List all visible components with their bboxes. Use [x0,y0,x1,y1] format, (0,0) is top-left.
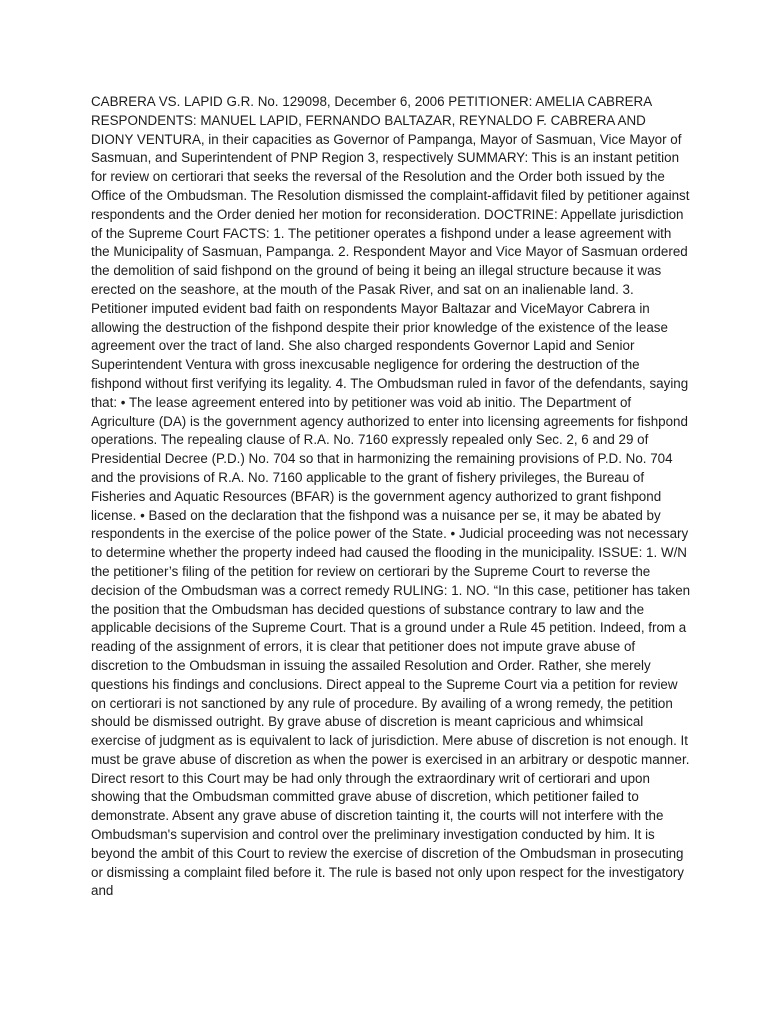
case-digest-text: CABRERA VS. LAPID G.R. No. 129098, December 6, 2006 PETITIONER: AMELIA CABRERA RESPONDENTS: MANUEL LAPID, FERNANDO BALTAZAR, REYNALDO F. CABRERA AND DIONY VENTURA, in their capacities as Governor of Pampanga, Mayor of Sasmuan, Vice Mayor of Sasmuan, and Superintendent of PNP Region 3, respectively SUMMARY: This is an instant petition for review on certiorari that seeks the reversal of the Resolution and the Order both issued by the Office of the Ombudsman. The Resolution dismissed the complaint-affidavit filed by petitioner against respondents and the Order denied her motion for reconsideration. DOCTRINE: Appellate jurisdiction of the Supreme Court FACTS: 1. The petitioner operates a fishpond under a lease agreement with the Municipality of Sasmuan, Pampanga. 2. Respondent Mayor and Vice Mayor of Sasmuan ordered the demolition of said fishpond on the ground of being it being an illegal structure because it was erected on the seashore, at the mouth of the Pasak River, and sat on an inalienable land. 3. Petitioner imputed evident bad faith on respondents Mayor Baltazar and ViceMayor Cabrera in allowing the destruction of the fishpond despite their prior knowledge of the existence of the lease agreement over the tract of land. She also charged respondents Governor Lapid and Senior Superintendent Ventura with gross inexcusable negligence for ordering the destruction of the fishpond without first verifying its legality. 4. The Ombudsman ruled in favor of the defendants, saying that: • The lease agreement entered into by petitioner was void ab initio. The Department of Agriculture (DA) is the government agency authorized to enter into licensing agreements for fishpond operations. The repealing clause of R.A. No. 7160 expressly repealed only Sec. 2, 6 and 29 of Presidential Decree (P.D.) No. 704 so that in harmonizing the remaining provisions of P.D. No. 704 and the provisions of R.A. No. 7160 applicable to the grant of fishery privileges, the Bureau of Fisheries and Aquatic Resources (BFAR) is the government agency authorized to grant fishpond license. • Based on the declaration that the fishpond was a nuisance per se, it may be abated by respondents in the exercise of the police power of the State. • Judicial proceeding was not necessary to determine whether the property indeed had caused the flooding in the municipality. ISSUE: 1. W/N the petitioner’s filing of the petition for review on certiorari by the Supreme Court to reverse the decision of the Ombudsman was a correct remedy RULING: 1. NO. “In this case, petitioner has taken the position that the Ombudsman has decided questions of substance contrary to law and the applicable decisions of the Supreme Court. That is a ground under a Rule 45 petition. Indeed, from a reading of the assignment of errors, it is clear that petitioner does not impute grave abuse of discretion to the Ombudsman in issuing the assailed Resolution and Order. Rather, she merely questions his findings and conclusions. Direct appeal to the Supreme Court via a petition for review on certiorari is not sanctioned by any rule of procedure. By availing of a wrong remedy, the petition should be dismissed outright. By grave abuse of discretion is meant capricious and whimsical exercise of judgment as is equivalent to lack of jurisdiction. Mere abuse of discretion is not enough. It must be grave abuse of discretion as when the power is exercised in an arbitrary or despotic manner. Direct resort to this Court may be had only through the extraordinary writ of certiorari and upon showing that the Ombudsman committed grave abuse of discretion, which petitioner failed to demonstrate. Absent any grave abuse of discretion tainting it, the courts will not interfere with the Ombudsman's supervision and control over the preliminary investigation conducted by him. It is beyond the ambit of this Court to review the exercise of discretion of the Ombudsman in prosecuting or dismissing a complaint filed before it. The rule is based not only upon respect for the investigatory and [91,94,691,899]
